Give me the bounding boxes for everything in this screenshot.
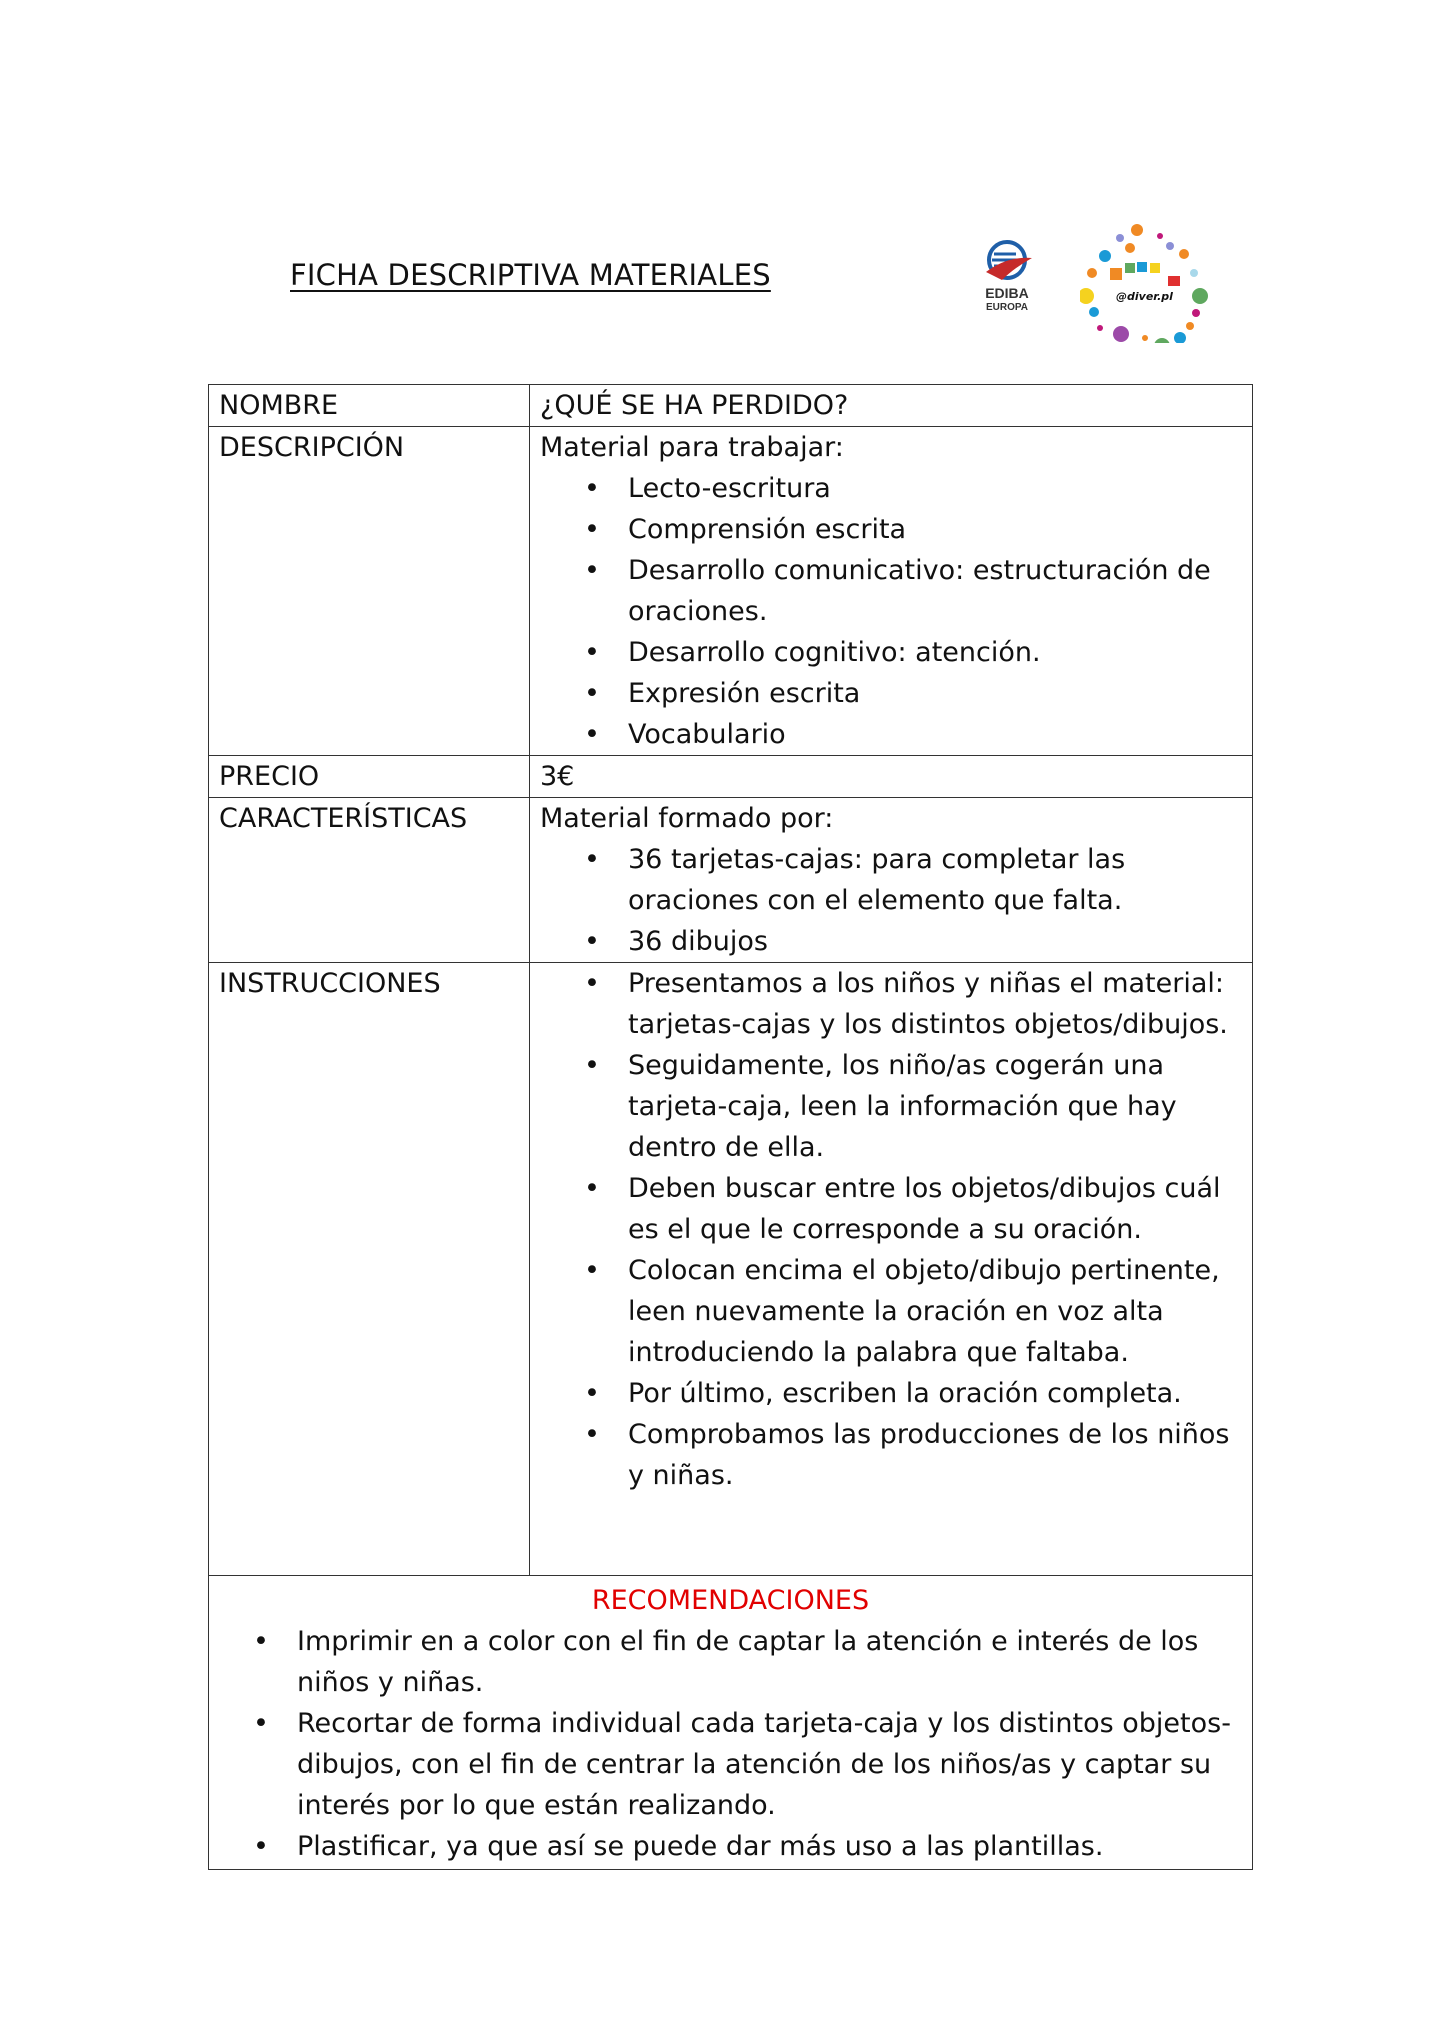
dots-ring-icon	[1080, 218, 1210, 343]
list-item: • Expresión escrita	[628, 673, 1242, 714]
ediba-logo	[972, 238, 1042, 318]
list-item: • Por último, escriben la oración completa.	[628, 1373, 1242, 1414]
list-item: • Vocabulario	[628, 714, 1242, 755]
description-list	[540, 468, 1242, 755]
row-nombre	[209, 385, 1253, 427]
instructions-list	[540, 963, 1242, 1496]
row-caracteristicas	[209, 798, 1253, 963]
diver-logo	[1080, 218, 1210, 343]
list-item: • Desarrollo comunicativo: estructuración de oraciones.	[628, 550, 1242, 632]
instructions-cell	[530, 963, 1253, 1576]
list-item: • Plastificar, ya que así se puede dar más uso a las plantillas.	[297, 1826, 1236, 1867]
row-precio	[209, 756, 1253, 798]
ediba-logo-subtitle: EUROPA	[985, 302, 1029, 313]
materials-sheet-table	[208, 384, 1253, 1870]
row-label: CARACTERÍSTICAS	[209, 798, 530, 963]
row-label: INSTRUCCIONES	[209, 963, 530, 1576]
features-list	[540, 839, 1242, 962]
list-item: • 36 dibujos	[628, 921, 1242, 962]
list-item: • 36 tarjetas-cajas: para completar las oraciones con el elemento que falta.	[628, 839, 1242, 921]
row-label: DESCRIPCIÓN	[209, 427, 530, 756]
row-label: NOMBRE	[209, 385, 530, 427]
list-item: • Lecto-escritura	[628, 468, 1242, 509]
diver-logo-handle: @diver.pl	[1116, 290, 1173, 303]
row-descripcion	[209, 427, 1253, 756]
list-item: • Colocan encima el objeto/dibujo pertinente, leen nuevamente la oración en voz alta introduciendo la palabra que faltaba.	[628, 1250, 1242, 1373]
row-recomendaciones	[209, 1576, 1253, 1870]
recommendations-title: RECOMENDACIONES	[591, 1585, 870, 1616]
list-item: • Recortar de forma individual cada tarjeta-caja y los distintos objetos-dibujos, con el fin de centrar la atención de los niños/as y captar su interés por lo que están realizando.	[297, 1703, 1236, 1826]
recommendations-cell	[209, 1576, 1253, 1870]
features-intro: Material formado por:	[540, 803, 834, 834]
row-instrucciones	[209, 963, 1253, 1576]
ediba-logo-name: EDIBA	[985, 285, 1029, 301]
features-cell	[530, 798, 1253, 963]
row-label: PRECIO	[209, 756, 530, 798]
list-item: • Comprensión escrita	[628, 509, 1242, 550]
list-item: • Seguidamente, los niño/as cogerán una tarjeta-caja, leen la información que hay dentro de ella.	[628, 1045, 1242, 1168]
description-cell	[530, 427, 1253, 756]
price-value: 3€	[530, 756, 1253, 798]
description-intro: Material para trabajar:	[540, 432, 844, 463]
recommendations-list	[209, 1621, 1252, 1867]
ediba-globe-icon	[972, 238, 1042, 284]
list-item: • Desarrollo cognitivo: atención.	[628, 632, 1242, 673]
page-title: FICHA DESCRIPTIVA MATERIALES	[290, 258, 771, 292]
list-item: • Deben buscar entre los objetos/dibujos cuál es el que le corresponde a su oración.	[628, 1168, 1242, 1250]
list-item: • Imprimir en a color con el fin de captar la atención e interés de los niños y niñas.	[297, 1621, 1236, 1703]
list-item: • Comprobamos las producciones de los niños y niñas.	[628, 1414, 1242, 1496]
list-item: • Presentamos a los niños y niñas el material: tarjetas-cajas y los distintos objetos/dibujos.	[628, 963, 1242, 1045]
name-value: ¿QUÉ SE HA PERDIDO?	[530, 385, 1253, 427]
